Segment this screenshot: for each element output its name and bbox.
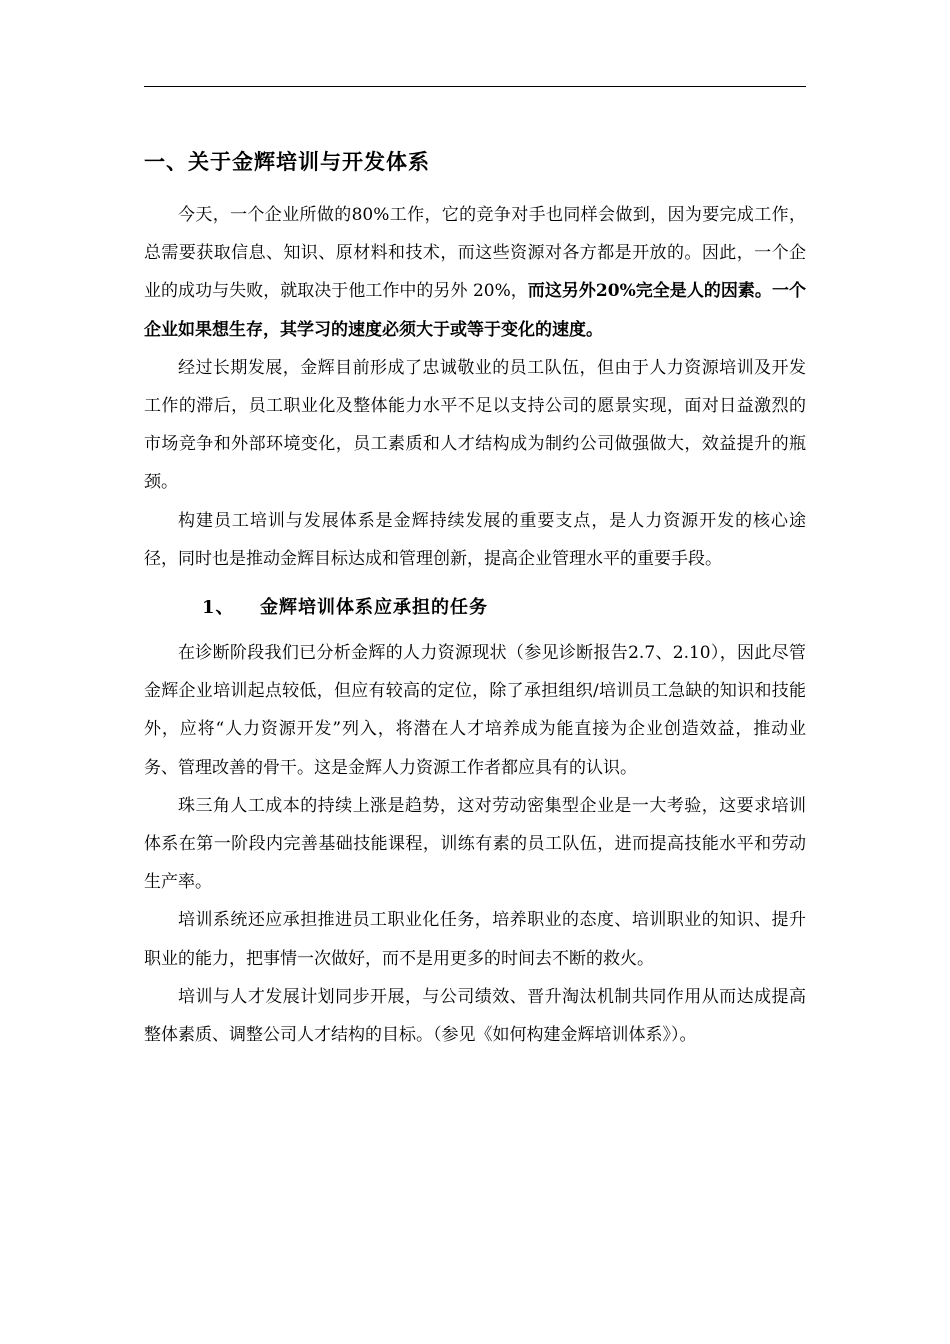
subsection-title: 金辉培训体系应承担的任务 (260, 597, 488, 619)
paragraph-intro (144, 196, 806, 349)
document-body (144, 140, 806, 1054)
paragraph-current-state: 经过长期发展，金辉目前形成了忠诚敬业的员工队伍，但由于人力资源培训及开发工作的滞后，员工职业化及整体能力水平不足以支持公司的愿景实现，面对日益激烈的市场竞争和外部环境变化，员工素质和人才结构成为制约公司做强做大，效益提升的瓶颈。 (144, 357, 806, 493)
subsection-heading (144, 588, 806, 628)
subsection-number: 1、 (202, 597, 235, 619)
paragraph-talent-plan: 培训与人才发展计划同步开展，与公司绩效、晋升淘汰机制共同作用从而达成提高整体素质、调整公司人才结构的目标。（参见《如何构建金辉培训体系》）。 (144, 986, 806, 1046)
paragraph-intro-bold-text: 而这另外20%完全是人的因素。一个企业如果想生存，其学习的速度必须大于或等于变化的速度。 (144, 281, 806, 340)
paragraph-intro-text: 今天，一个企业所做的80%工作，它的竞争对手也同样会做到，因为要完成工作，总需要获取信息、知识、原材料和技术，而这些资源对各方都是开放的。因此，一个企业的成功与失败，就取决于他工作中的另外 20%， (144, 205, 806, 302)
paragraph-system-role: 构建员工培训与发展体系是金辉持续发展的重要支点，是人力资源开发的核心途径，同时也是推动金辉目标达成和管理创新，提高企业管理水平的重要手段。 (144, 510, 806, 569)
paragraph-diagnosis: 在诊断阶段我们已分析金辉的人力资源现状（参见诊断报告2.7、2.10），因此尽管金辉企业培训起点较低，但应有较高的定位，除了承担组织/培训员工急缺的知识和技能外，应将“人力资源开发”列入，将潜在人才培养成为能直接为企业创造效益，推动业务、管理改善的骨干。这是金辉人力资源工作者都应具有的认识。 (144, 643, 806, 778)
paragraph-labor-cost: 珠三角人工成本的持续上涨是趋势，这对劳动密集型企业是一大考验，这要求培训体系在第一阶段内完善基础技能课程，训练有素的员工队伍，进而提高技能水平和劳动生产率。 (144, 795, 806, 893)
section-heading: 一、关于金辉培训与开发体系 (144, 149, 430, 174)
header-rule (144, 86, 806, 87)
paragraph-professionalization: 培训系统还应承担推进员工职业化任务，培养职业的态度、培训职业的知识、提升职业的能力，把事情一次做好，而不是用更多的时间去不断的救火。 (144, 910, 806, 969)
